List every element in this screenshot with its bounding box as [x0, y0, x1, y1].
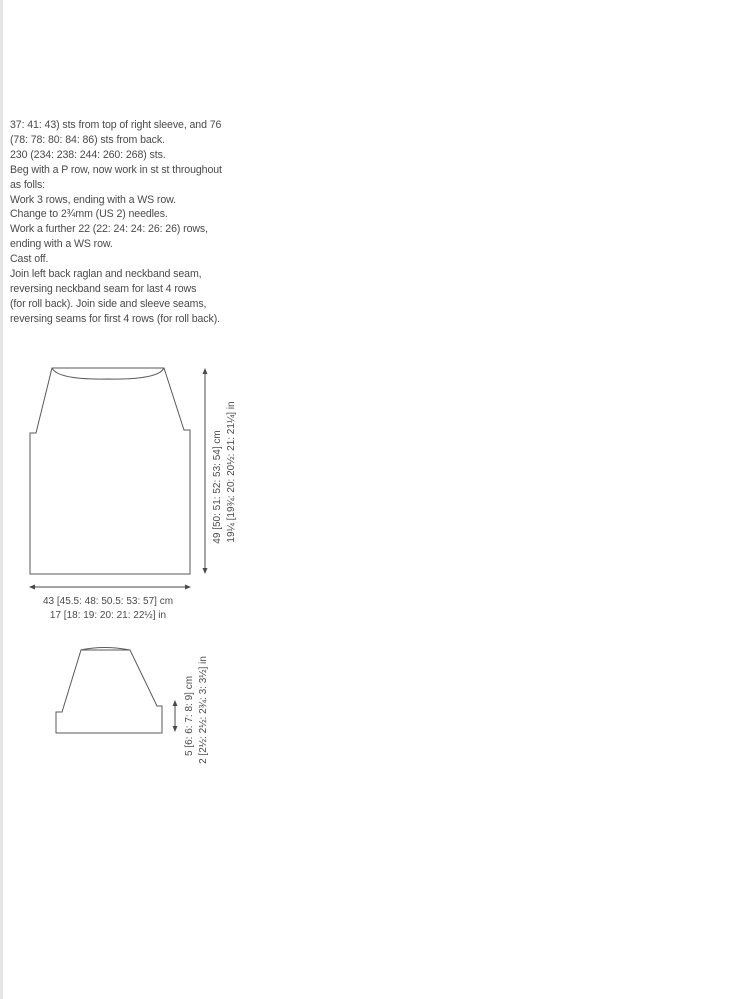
- sleeve-height-cm-label: 5 [6: 6: 7: 8: 9] cm: [184, 675, 195, 757]
- sleeve-height-in-label: 2 [2½: 2½: 2¾: 3: 3½] in: [198, 656, 209, 764]
- instruction-line: 37: 41: 43) sts from top of right sleeve, and 76: [10, 119, 222, 131]
- body-width-cm-label: 43 [45.5: 48: 50.5: 53: 57] cm: [42, 596, 174, 607]
- sleeve-outline: [56, 650, 162, 733]
- sleeve-schematic: [56, 648, 209, 764]
- instruction-line: (for roll back). Join side and sleeve seams,: [10, 297, 207, 310]
- instruction-line: reversing seams for first 4 rows (for roll back).: [10, 312, 220, 325]
- instruction-line: Work 3 rows, ending with a WS row.: [10, 193, 176, 206]
- instruction-line: 230 (234: 238: 244: 260: 268) sts.: [10, 148, 166, 161]
- body-height-cm-label: 49 [50: 51: 52: 53: 54] cm: [212, 430, 223, 544]
- instruction-line: Change to 2¾mm (US 2) needles.: [10, 208, 168, 221]
- instruction-line: Beg with a P row, now work in st st throughout: [10, 163, 222, 176]
- instruction-line: reversing neckband seam for last 4 rows: [10, 282, 197, 295]
- body-neckband-curve: [52, 368, 164, 379]
- instruction-line: (78: 78: 80: 84: 86) sts from back.: [10, 133, 165, 146]
- body-schematic: [30, 368, 237, 621]
- instruction-line: as folls:: [10, 178, 46, 191]
- instruction-line: Work a further 22 (22: 24: 24: 26: 26) rows,: [10, 223, 208, 236]
- instruction-line: Cast off.: [10, 253, 49, 266]
- body-height-in-label: 19¼ [19¾: 20: 20½: 21: 21¼] in: [226, 401, 237, 543]
- instruction-line: ending with a WS row.: [10, 238, 113, 251]
- instruction-line: Join left back raglan and neckband seam,: [10, 268, 202, 281]
- body-width-in-label: 17 [18: 19: 20: 21: 22½] in: [49, 610, 167, 621]
- body-outline: [30, 368, 190, 574]
